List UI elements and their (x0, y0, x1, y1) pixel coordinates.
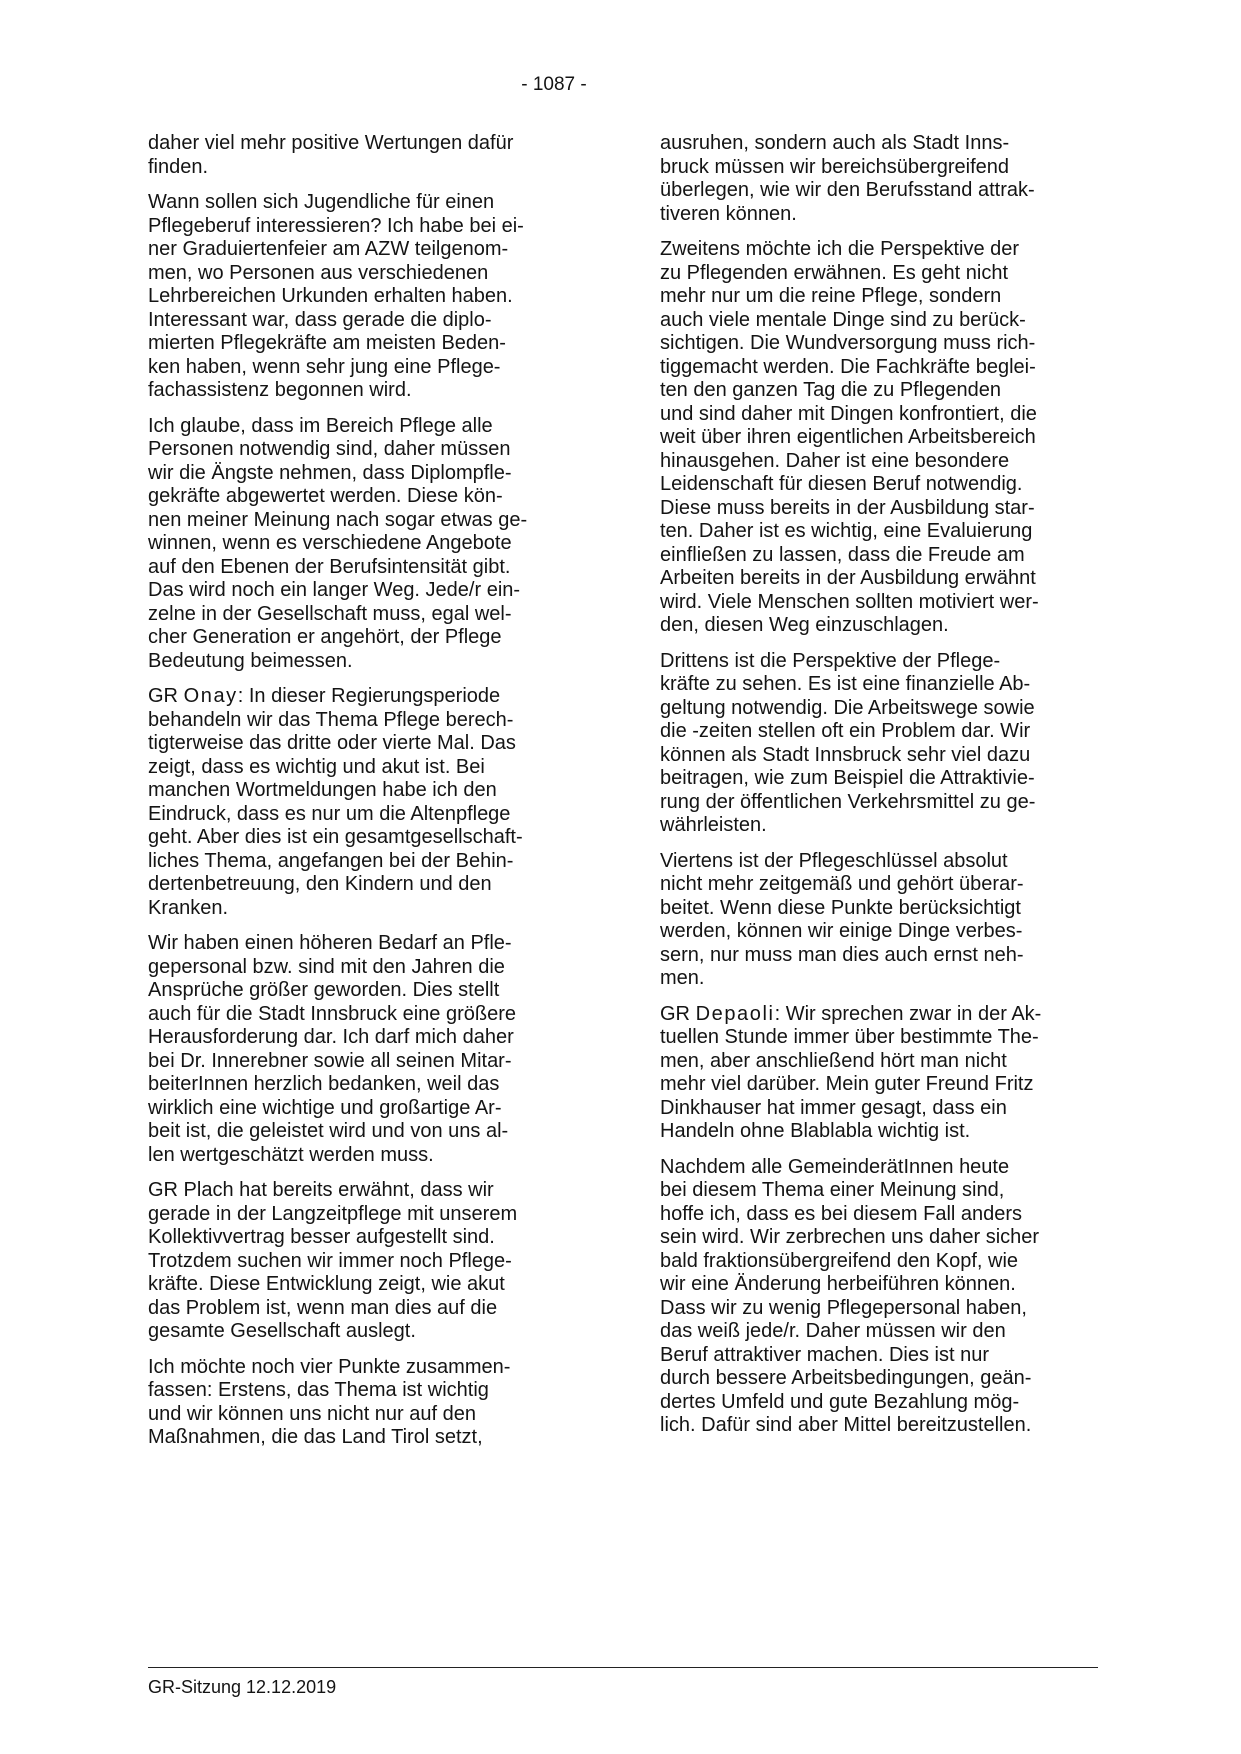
text-line: liches Thema, angefangen bei der Behin- (148, 849, 514, 872)
text-line: beitragen, wie zum Beispiel die Attraktivie- (660, 767, 1035, 789)
text-line: lich. Dafür sind aber Mittel bereitzustellen. (660, 1414, 1032, 1436)
paragraph (148, 415, 618, 674)
text-line: auch viele mentale Dinge sind zu berück- (660, 308, 1026, 331)
text-line: Ich möchte noch vier Punkte zusammen- (148, 1355, 511, 1378)
text-line: Arbeiten bereits in der Ausbildung erwähnt (660, 567, 1036, 589)
text-line: zu Pflegenden erwähnen. Es geht nicht (660, 261, 1009, 284)
text-line: und sind daher mit Dingen konfrontiert, die (660, 402, 1037, 425)
text-line: Trotzdem suchen wir immer noch Pflege- (148, 1249, 512, 1272)
text-line: GR Plach hat bereits erwähnt, dass wir (148, 1179, 494, 1201)
text-line: die -zeiten stellen oft ein Problem dar. Wir (660, 720, 1031, 742)
speaker-paragraph (660, 1003, 1130, 1144)
text-line: Diese muss bereits in der Ausbildung star- (660, 496, 1035, 519)
text-line: mierten Pflegekräfte am meisten Beden- (148, 332, 506, 354)
text-line: tiveren können. (660, 202, 797, 225)
speaker-suffix: : Wir sprechen zwar in der Ak- (774, 1002, 1042, 1025)
text-line: cher Generation er angehört, der Pflege (148, 626, 502, 648)
text-line: mehr viel darüber. Mein guter Freund Fritz (660, 1073, 1034, 1095)
text-line: Interessant war, dass gerade die diplo- (148, 308, 492, 331)
text-line: das Problem ist, wenn man dies auf die (148, 1296, 498, 1319)
text-line: wir eine Änderung herbeiführen können. (660, 1273, 1016, 1295)
text-line: Beruf attraktiver machen. Dies ist nur (660, 1343, 990, 1366)
text-line: Dinkhauser hat immer gesagt, dass ein (660, 1096, 1007, 1119)
text-line: beiterInnen herzlich bedanken, weil das (148, 1073, 500, 1095)
text-line: wird. Viele Menschen sollten motiviert wer- (660, 590, 1039, 613)
text-line: rung der öffentlichen Verkehrsmittel zu ge- (660, 790, 1036, 813)
text-line: fachassistenz begonnen wird. (148, 379, 412, 401)
text-line: kräfte zu sehen. Es ist eine finanzielle Ab- (660, 673, 1031, 695)
text-line: zelne in der Gesellschaft muss, egal wel- (148, 602, 512, 625)
right-text-column (660, 132, 1130, 1450)
text-line: ausruhen, sondern auch als Stadt Inns- (660, 132, 1010, 154)
text-line: Maßnahmen, die das Land Tirol setzt, (148, 1426, 483, 1448)
text-line: Kranken. (148, 896, 229, 919)
text-line: ten den ganzen Tag die zu Pflegenden (660, 379, 1002, 401)
text-line: Zweitens möchte ich die Perspektive der (660, 238, 1020, 260)
text-line: einfließen zu lassen, dass die Freude am (660, 543, 1025, 566)
text-line: werden, können wir einige Dinge verbes- (660, 920, 1023, 942)
text-line: wirklich eine wichtige und großartige Ar- (148, 1096, 502, 1119)
text-line: gerade in der Langzeitpflege mit unserem (148, 1202, 518, 1225)
paragraph (660, 650, 1130, 838)
text-line: mehr nur um die reine Pflege, sondern (660, 285, 1002, 307)
text-line: Herausforderung dar. Ich darf mich daher (148, 1026, 514, 1048)
text-line: finden. (148, 155, 209, 178)
text-line: kräfte. Diese Entwicklung zeigt, wie akut (148, 1273, 505, 1295)
text-line: gekräfte abgewertet werden. Diese kön- (148, 485, 503, 507)
text-line: behandeln wir das Thema Pflege berech- (148, 708, 514, 731)
text-line: durch bessere Arbeitsbedingungen, geän- (660, 1367, 1032, 1389)
text-line: tiggemacht werden. Die Fachkräfte beglei- (660, 355, 1036, 378)
text-line: Das wird noch ein langer Weg. Jede/r ein- (148, 579, 521, 601)
text-line: sichtigen. Die Wundversorgung muss rich- (660, 332, 1036, 354)
text-line: beit ist, die geleistet wird und von uns al- (148, 1120, 509, 1142)
text-line: Leidenschaft für diesen Beruf notwendig. (660, 473, 1023, 495)
text-line: bei Dr. Innerebner sowie all seinen Mitar- (148, 1049, 512, 1072)
text-line: Bedeutung beimessen. (148, 649, 353, 672)
text-line: men, aber anschließend hört man nicht (660, 1049, 1007, 1072)
text-line: daher viel mehr positive Wertungen dafür (148, 132, 514, 154)
text-line: hinausgehen. Daher ist eine besondere (660, 449, 1010, 472)
text-line: Pflegeberuf interessieren? Ich habe bei ei- (148, 214, 524, 237)
paragraph (148, 932, 618, 1167)
text-line: weit über ihren eigentlichen Arbeitsbereich (660, 426, 1036, 448)
speaker-paragraph (148, 685, 618, 920)
text-line: bei diesem Thema einer Meinung sind, (660, 1179, 1005, 1201)
speaker-name: Depaoli (695, 1002, 775, 1025)
text-line: gepersonal bzw. sind mit den Jahren die (148, 955, 505, 978)
text-line: Viertens ist der Pflegeschlüssel absolut (660, 849, 1008, 872)
text-line: ner Graduiertenfeier am AZW teilgenom- (148, 238, 509, 260)
text-line: len wertgeschätzt werden muss. (148, 1143, 434, 1166)
text-line: Drittens ist die Perspektive der Pflege- (660, 649, 1001, 672)
text-line: dertenbetreuung, den Kindern und den (148, 873, 492, 895)
text-line: tuellen Stunde immer über bestimmte The- (660, 1026, 1039, 1048)
text-line: wir die Ängste nehmen, dass Diplompfle- (148, 461, 512, 484)
text-line: men. (660, 967, 705, 989)
text-line: Ansprüche größer geworden. Dies stellt (148, 979, 500, 1001)
text-line: manchen Wortmeldungen habe ich den (148, 779, 497, 801)
paragraph (148, 1356, 618, 1450)
text-line: Wann sollen sich Jugendliche für einen (148, 191, 495, 213)
text-line: Personen notwendig sind, daher müssen (148, 438, 511, 460)
text-line: geltung notwendig. Die Arbeitswege sowie (660, 696, 1035, 719)
speaker-line (148, 685, 618, 709)
paragraph (660, 1156, 1130, 1438)
paragraph (148, 132, 618, 179)
text-line: auch für die Stadt Innsbruck eine größere (148, 1002, 516, 1025)
footer-divider (148, 1667, 1098, 1668)
paragraph (660, 850, 1130, 991)
text-line: zeigt, dass es wichtig und akut ist. Bei (148, 755, 485, 778)
speaker-prefix: GR (660, 1002, 696, 1025)
text-line: men, wo Personen aus verschiedenen (148, 261, 489, 284)
speaker-prefix: GR (148, 685, 184, 707)
text-line: Wir haben einen höheren Bedarf an Pfle- (148, 932, 512, 954)
text-line: Eindruck, dass es nur um die Altenpflege (148, 802, 511, 825)
text-line: währleisten. (660, 814, 767, 836)
text-line: Lehrbereichen Urkunden erhalten haben. (148, 285, 513, 307)
text-line: fassen: Erstens, das Thema ist wichtig (148, 1379, 489, 1401)
text-line: dertes Umfeld und gute Bezahlung mög- (660, 1390, 1020, 1413)
text-line: nicht mehr zeitgemäß und gehört überar- (660, 873, 1024, 895)
paragraph (660, 132, 1130, 226)
text-line: winnen, wenn es verschiedene Angebote (148, 532, 512, 554)
text-line: das weiß jede/r. Daher müssen wir den (660, 1320, 1006, 1342)
speaker-suffix: : In dieser Regierungsperiode (237, 685, 501, 707)
text-line: bruck müssen wir bereichsübergreifend (660, 155, 1010, 178)
paragraph (660, 238, 1130, 638)
text-line: ken haben, wenn sehr jung eine Pflege- (148, 355, 501, 378)
text-line: den, diesen Weg einzuschlagen. (660, 614, 949, 636)
speaker-name: Onay (183, 685, 238, 707)
text-line: beitet. Wenn diese Punkte berücksichtigt (660, 896, 1021, 919)
text-line: Handeln ohne Blablabla wichtig ist. (660, 1120, 971, 1142)
speaker-line (660, 1003, 1130, 1027)
paragraph (148, 1179, 618, 1344)
text-line: tigterweise das dritte oder vierte Mal. Das (148, 732, 516, 754)
text-line: Ich glaube, dass im Bereich Pflege alle (148, 414, 493, 437)
text-line: geht. Aber dies ist ein gesamtgesellschaft- (148, 826, 523, 848)
text-line: bald fraktionsübergreifend den Kopf, wie (660, 1249, 1019, 1272)
text-line: auf den Ebenen der Berufsintensität gibt. (148, 555, 511, 578)
text-line: Nachdem alle GemeinderätInnen heute (660, 1155, 1010, 1178)
left-text-column (148, 132, 618, 1462)
paragraph (148, 191, 618, 403)
text-line: sern, nur muss man dies auch ernst neh- (660, 943, 1024, 966)
text-line: Kollektivvertrag besser aufgestellt sind. (148, 1226, 495, 1248)
footer-session-date: GR-Sitzung 12.12.2019 (148, 1677, 337, 1697)
text-line: und wir können uns nicht nur auf den (148, 1402, 476, 1425)
text-line: Dass wir zu wenig Pflegepersonal haben, (660, 1296, 1027, 1319)
text-line: ten. Daher ist es wichtig, eine Evaluierung (660, 520, 1033, 542)
text-line: sein wird. Wir zerbrechen uns daher sicher (660, 1226, 1040, 1248)
page-number: - 1087 - (521, 74, 587, 95)
text-line: nen meiner Meinung nach sogar etwas ge- (148, 508, 528, 531)
text-line: überlegen, wie wir den Berufsstand attrak- (660, 179, 1035, 201)
text-line: gesamte Gesellschaft auslegt. (148, 1320, 416, 1342)
text-line: hoffe ich, dass es bei diesem Fall anders (660, 1202, 1023, 1225)
text-line: können als Stadt Innsbruck sehr viel dazu (660, 743, 1031, 766)
